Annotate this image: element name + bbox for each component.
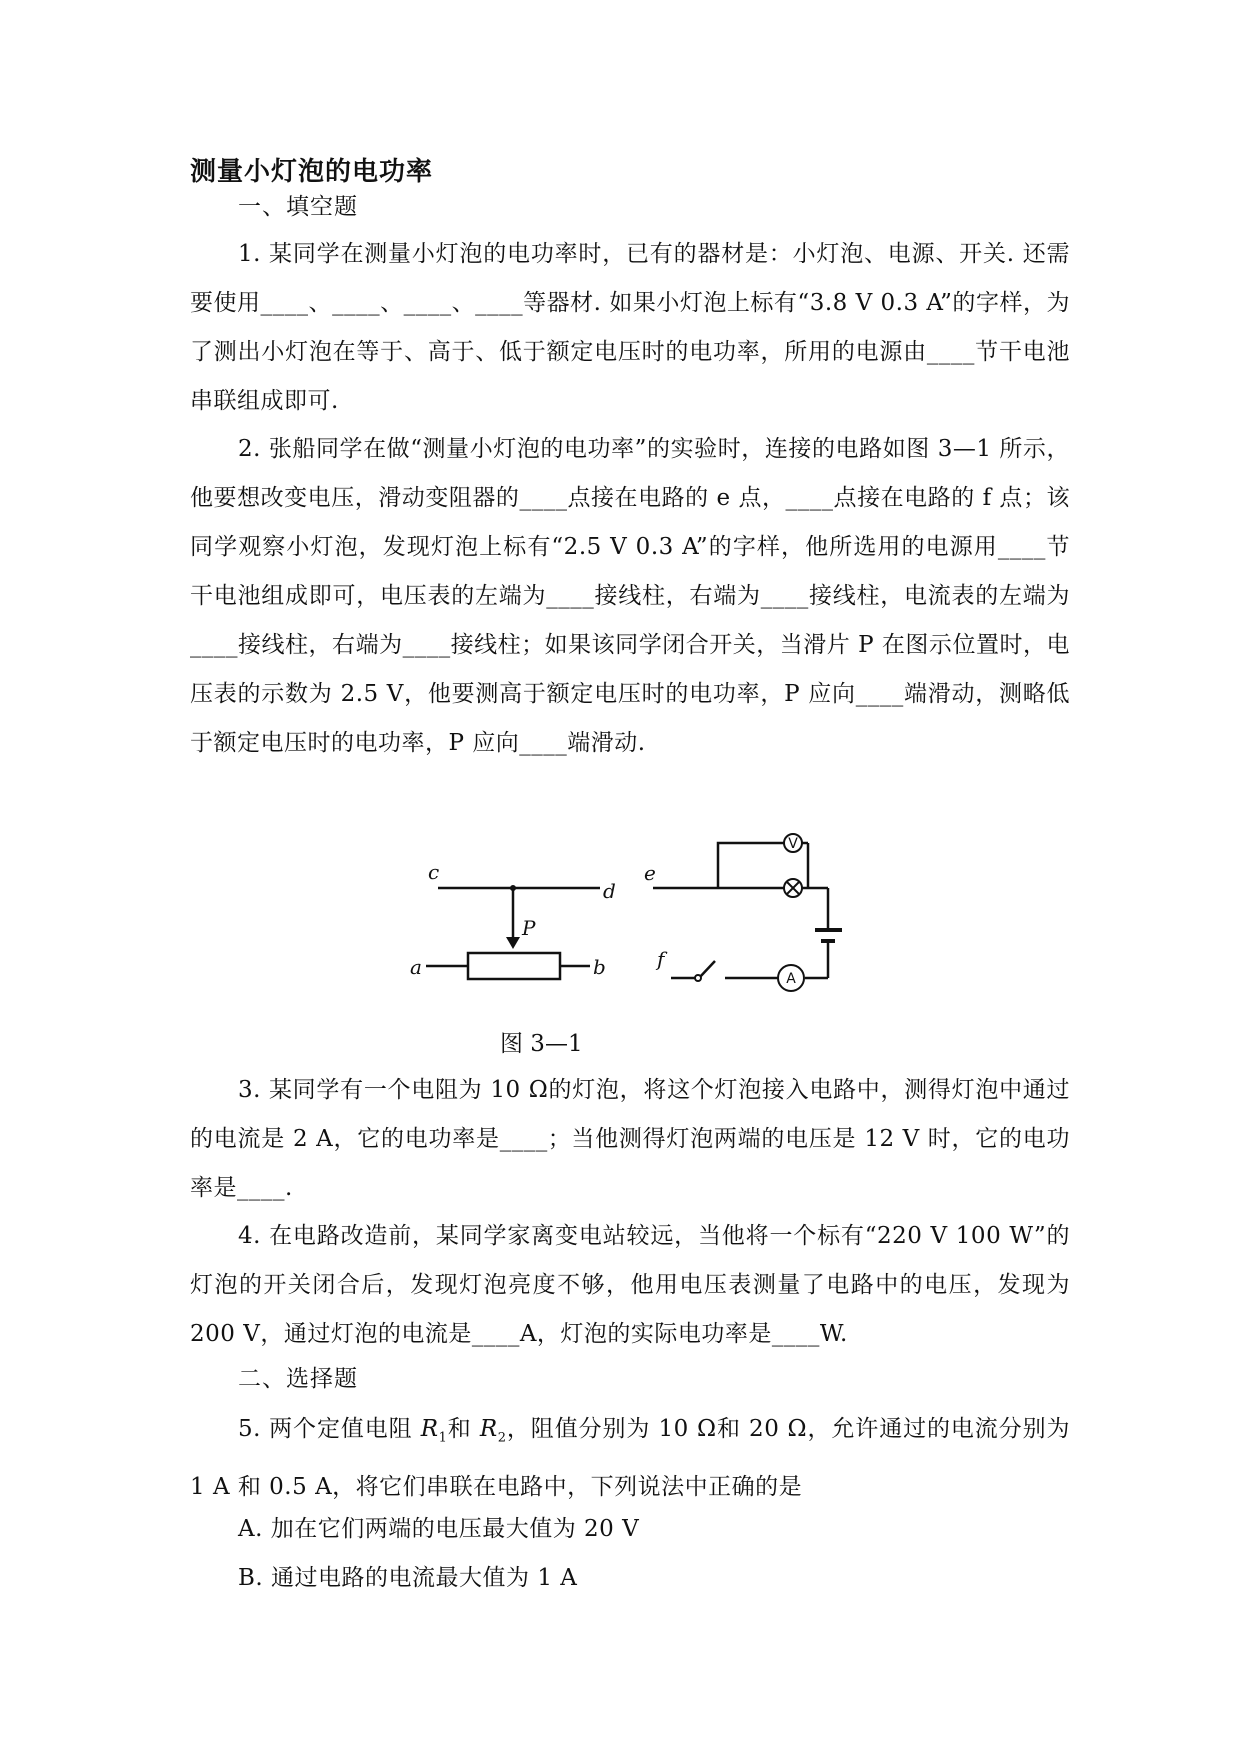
question-4: 4. 在电路改造前，某同学家离变电站较远，当他将一个标有“220 V 100 W”的灯泡的开关闭合后，发现灯泡亮度不够，他用电压表测量了电路中的电压，发现为 200 V，通过灯泡的电流是____A，灯泡的实际电功率是____W. — [190, 1223, 1070, 1347]
switch-pivot — [695, 975, 701, 981]
figure-caption: 图 3—1 — [500, 1031, 583, 1057]
r1-symbol: R — [420, 1416, 439, 1442]
measurement-circuit — [653, 843, 828, 978]
circuit-figure — [410, 815, 850, 1000]
label-e: e — [644, 861, 656, 885]
question-1: 1. 某同学在测量小灯泡的电功率时，已有的器材是：小灯泡、电源、开关. 还需要使用____、____、____、____等器材. 如果小灯泡上标有“3.8 V 0.3 A”的字样，为了测出小灯泡在等于、高于、低于额定电压时的电功率，所用的电源由____节干电池串联组成即可. — [190, 241, 1070, 414]
r2-subscript: 2 — [497, 1430, 507, 1446]
option-b: B. 通过电路的电流最大值为 1 A — [238, 1565, 578, 1591]
ammeter-icon — [778, 965, 804, 991]
rheostat-junction — [510, 885, 516, 891]
rheostat-diagram — [426, 888, 600, 979]
question-5 — [190, 1405, 1070, 1512]
battery-long-plate — [815, 928, 842, 932]
label-d: d — [603, 879, 616, 903]
section-heading-multiple-choice: 二、选择题 — [238, 1366, 358, 1392]
label-f: f — [657, 947, 665, 971]
q5-prefix: 5. 两个定值电阻 — [238, 1416, 421, 1442]
voltmeter-icon — [784, 834, 802, 852]
section-heading-fill-blank: 一、填空题 — [238, 194, 358, 220]
option-a: A. 加在它们两端的电压最大值为 20 V — [238, 1516, 640, 1542]
label-c: c — [428, 860, 440, 884]
ammeter-label: A — [786, 971, 796, 987]
question-2: 2. 张船同学在做“测量小灯泡的电功率”的实验时，连接的电路如图 3—1 所示，他要想改变电压，滑动变阻器的____点接在电路的 e 点，____点接在电路的 f 点；该同学观察小灯泡，发现灯泡上标有“2.5 V 0.3 A”的字样，他所选用的电源用____节干电池组成即可，电压表的左端为____接线柱，右端为____接线柱，电流表的左端为____接线柱，右端为____接线柱；如果该同学闭合开关，当滑片 P 在图示位置时，电压表的示数为 2.5 V，他要测高于额定电压时的电功率，P 应向____端滑动，测略低于额定电压时的电功率，P 应向____端滑动. — [190, 436, 1070, 756]
battery-short-plate — [821, 939, 835, 943]
r2-symbol: R — [479, 1416, 498, 1442]
q5-rest: ，阻值分别为 10 Ω和 20 Ω，允许通过的电流分别为 1 A 和 0.5 A，将它们串联在电路中，下列说法中正确的是 — [190, 1416, 1070, 1500]
label-p: P — [522, 916, 536, 940]
r1-subscript: 1 — [438, 1430, 448, 1446]
page-title: 测量小灯泡的电功率 — [190, 157, 434, 187]
voltmeter-label: V — [788, 836, 798, 852]
question-3: 3. 某同学有一个电阻为 10 Ω的灯泡，将这个灯泡接入电路中，测得灯泡中通过的电流是 2 A，它的电功率是____；当他测得灯泡两端的电压是 12 V 时，它的电功率是____. — [190, 1077, 1070, 1201]
label-b: b — [593, 955, 606, 979]
lamp-icon — [784, 879, 802, 897]
q5-and: 和 — [447, 1416, 480, 1442]
label-a: a — [410, 955, 422, 979]
